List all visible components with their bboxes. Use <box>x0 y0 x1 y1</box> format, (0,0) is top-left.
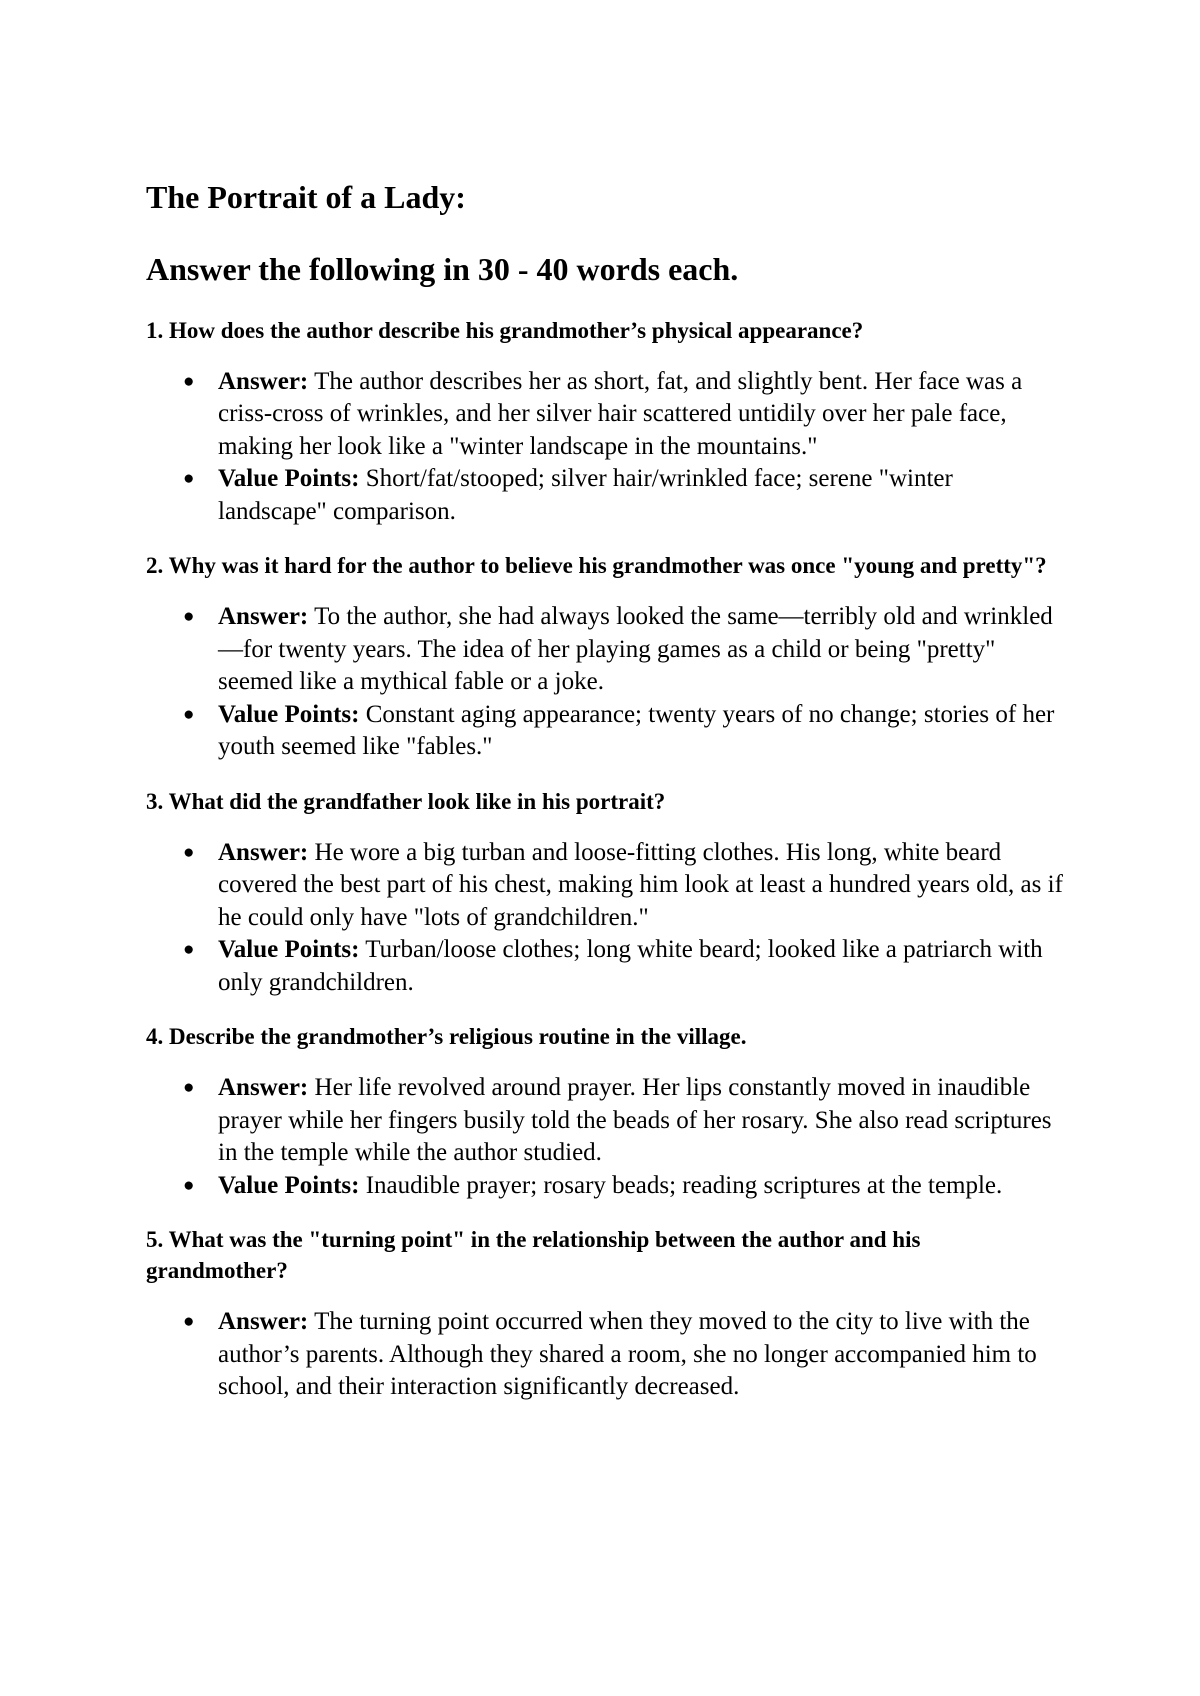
bullet-icon: ● <box>183 841 195 863</box>
answer-text: He wore a big turban and loose-fitting clothes. His long, white beard covered the best part of his chest, making him look at least a hundred years old, as if he could only have "lots of grandchildren." <box>218 838 1063 931</box>
value-points-item <box>146 1170 1066 1203</box>
document-page <box>146 178 1066 1426</box>
answer-text: The author describes her as short, fat, and slightly bent. Her face was a criss-cross of wrinkles, and her silver hair scattered untidily over her pale face, making her look like a "winter landscape in the mountains." <box>218 367 1023 460</box>
value-points-text: Turban/loose clothes; long white beard; looked like a patriarch with only grandchildren. <box>218 936 1043 996</box>
document-title: The Portrait of a Lady: <box>146 179 466 215</box>
answer-text: To the author, she had always looked the same—terribly old and wrinkled—for twenty years. The idea of her playing games as a child or being "pretty" seemed like a mythical fable or a joke. <box>218 603 1053 696</box>
question-1-items <box>146 366 1066 529</box>
bullet-icon: ● <box>183 1174 195 1196</box>
value-points-label: Value Points: <box>218 936 360 964</box>
bullet-icon: ● <box>183 1311 195 1333</box>
bullet-icon: ● <box>183 1077 195 1099</box>
question-2: 2. Why was it hard for the author to believe his grandmother was once "young and pretty"? <box>146 553 1047 579</box>
question-3: 3. What did the grandfather look like in his portrait? <box>146 788 666 814</box>
question-2-items <box>146 601 1066 764</box>
answer-label: Answer: <box>218 838 309 866</box>
answer-label: Answer: <box>218 367 309 395</box>
answer-item <box>146 601 1066 699</box>
answer-item <box>146 1306 1066 1404</box>
answer-label: Answer: <box>218 1074 309 1102</box>
question-4-items <box>146 1072 1066 1202</box>
question-3-items <box>146 837 1066 1000</box>
answer-label: Answer: <box>218 603 309 631</box>
answer-label: Answer: <box>218 1308 309 1336</box>
answer-text: Her life revolved around prayer. Her lips constantly moved in inaudible prayer while her fingers busily told the beads of her rosary. She also read scriptures in the temple while the author studied. <box>218 1074 1052 1167</box>
answer-item <box>146 1072 1066 1170</box>
question-5: 5. What was the "turning point" in the relationship between the author and his grandmother? <box>146 1227 921 1284</box>
answer-text: The turning point occurred when they moved to the city to live with the author’s parents. Although they shared a room, she no longer accompanied him to school, and their interaction significantly decreased. <box>218 1308 1037 1401</box>
answer-item <box>146 837 1066 935</box>
value-points-label: Value Points: <box>218 465 360 493</box>
value-points-item <box>146 463 1066 528</box>
bullet-icon: ● <box>183 939 195 961</box>
bullet-icon: ● <box>183 370 195 392</box>
question-5-items <box>146 1306 1066 1404</box>
value-points-item <box>146 699 1066 764</box>
value-points-item <box>146 934 1066 999</box>
question-4: 4. Describe the grandmother’s religious routine in the village. <box>146 1024 747 1050</box>
bullet-icon: ● <box>183 468 195 490</box>
value-points-text: Short/fat/stooped; silver hair/wrinkled face; serene "winter landscape" comparison. <box>218 465 953 525</box>
value-points-text: Constant aging appearance; twenty years of no change; stories of her youth seemed like "fables." <box>218 700 1055 761</box>
question-1: 1. How does the author describe his grandmother’s physical appearance? <box>146 317 864 343</box>
value-points-label: Value Points: <box>218 700 360 728</box>
bullet-icon: ● <box>183 703 195 725</box>
bullet-icon: ● <box>183 606 195 628</box>
value-points-label: Value Points: <box>218 1171 360 1199</box>
document-subtitle: Answer the following in 30 - 40 words each. <box>146 251 739 288</box>
value-points-text: Inaudible prayer; rosary beads; reading scriptures at the temple. <box>365 1171 1003 1199</box>
answer-item <box>146 366 1066 464</box>
